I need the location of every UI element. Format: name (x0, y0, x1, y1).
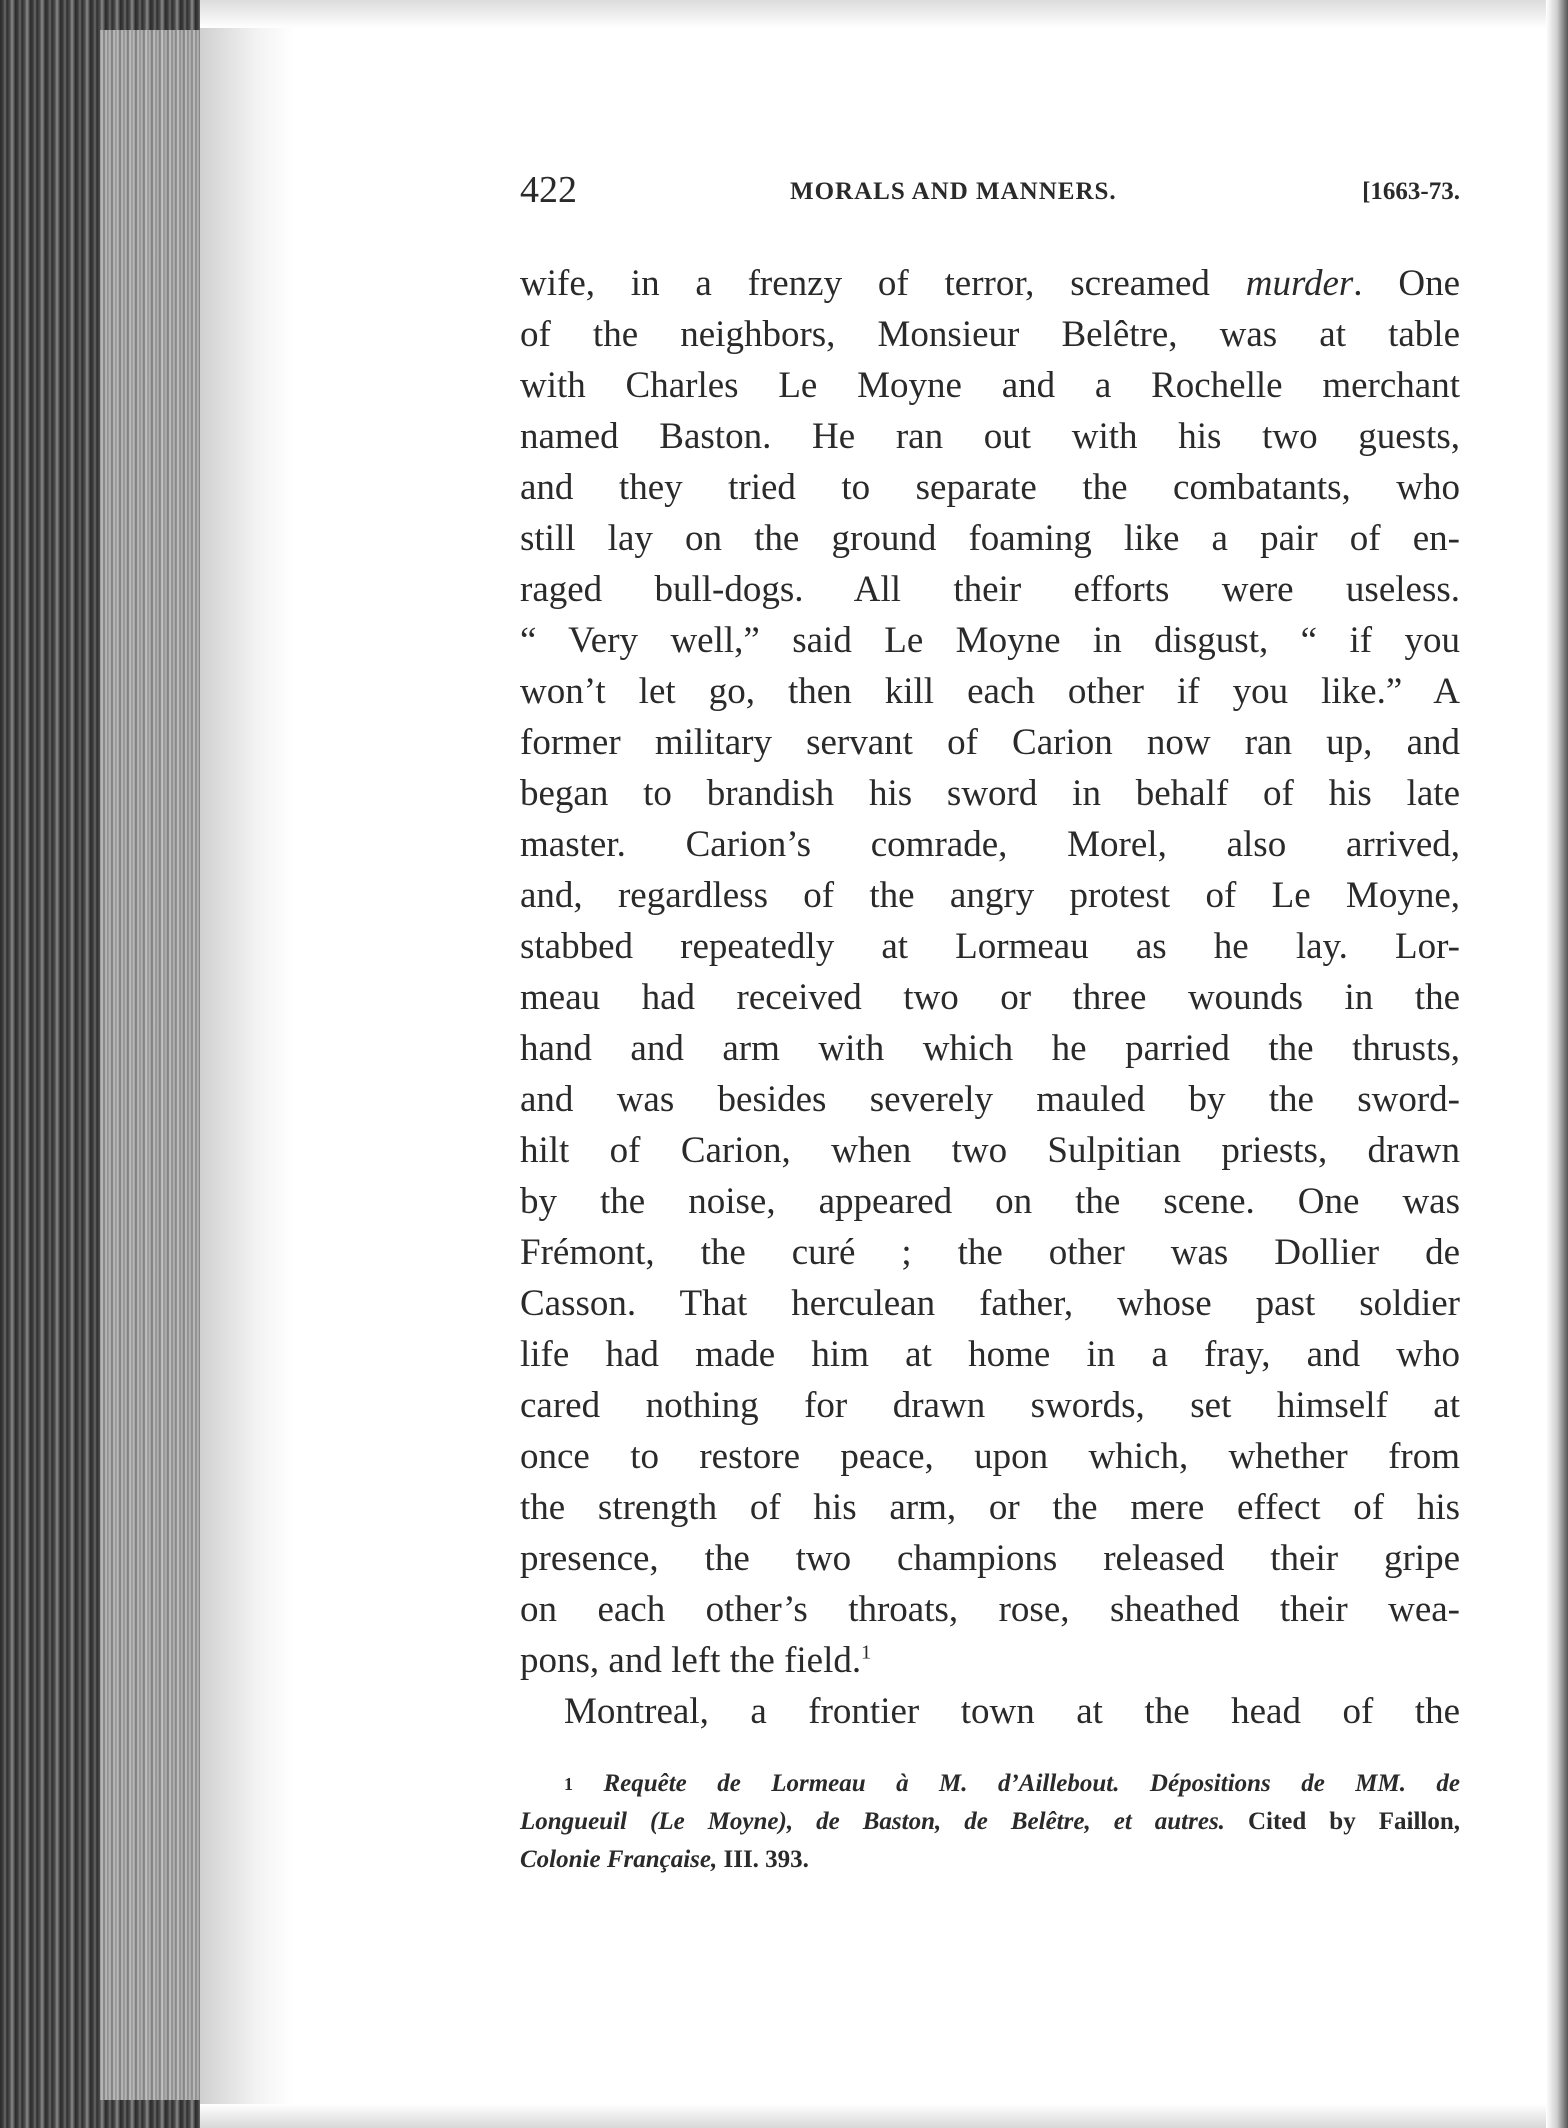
text-line: and was besides severely mauled by the sword- (520, 1079, 1460, 1120)
text-line: and they tried to separate the combatants, who (520, 467, 1460, 508)
text-line: on each other’s throats, rose, sheathed their wea- (520, 1589, 1460, 1630)
text-line: won’t let go, then kill each other if you like.” A (520, 671, 1460, 712)
text-line: meau had received two or three wounds in the (520, 977, 1460, 1018)
footnote-line: Colonie Française, III. 393. (520, 1846, 809, 1873)
bottom-shadow (200, 2104, 1568, 2128)
text-line: “ Very well,” said Le Moyne in disgust, “ if you (520, 620, 1460, 661)
text-line: cared nothing for drawn swords, set himself at (520, 1385, 1460, 1426)
text-line: and, regardless of the angry protest of Le Moyne, (520, 875, 1460, 916)
page-content (520, 168, 1460, 1879)
text-line: presence, the two champions released their gripe (520, 1538, 1460, 1579)
text-line: still lay on the ground foaming like a pair of en- (520, 518, 1460, 559)
running-title: MORALS AND MANNERS. (790, 178, 1117, 205)
text-line: life had made him at home in a fray, and who (520, 1334, 1460, 1375)
text-line: Casson. That herculean father, whose past soldier (520, 1283, 1460, 1324)
book-edge (0, 0, 200, 2128)
text-line: by the noise, appeared on the scene. One was (520, 1181, 1460, 1222)
text-line: hand and arm with which he parried the thrusts, (520, 1028, 1460, 1069)
text-line: with Charles Le Moyne and a Rochelle merchant (520, 365, 1460, 406)
footnote-line: Longueuil (Le Moyne), de Baston, de Belêtre, et autres. Cited by Faillon, (520, 1808, 1460, 1835)
text-line: master. Carion’s comrade, Morel, also arrived, (520, 824, 1460, 865)
text-line: began to brandish his sword in behalf of his late (520, 773, 1460, 814)
text-line: Montreal, a frontier town at the head of the (564, 1691, 1460, 1732)
top-shadow (200, 0, 1568, 28)
running-head (520, 168, 1460, 218)
footnote-line: $^1$ Requête de Lormeau à M. d’Aillebout. Dépositions de MM. de (564, 1770, 1460, 1797)
text-line: of the neighbors, Monsieur Belêtre, was at table (520, 314, 1460, 355)
text-line: pons, and left the field.$^1$ (520, 1640, 872, 1681)
text-line: named Baston. He ran out with his two guests, (520, 416, 1460, 457)
text-line: stabbed repeatedly at Lormeau as he lay. Lor- (520, 926, 1460, 967)
text-line: wife, in a frenzy of terror, screamed murder. One (520, 263, 1460, 304)
right-edge (1546, 0, 1568, 2128)
page-number: 422 (520, 169, 577, 211)
text-line: the strength of his arm, or the mere effect of his (520, 1487, 1460, 1528)
text-line: raged bull-dogs. All their efforts were useless. (520, 569, 1460, 610)
footnote-reference[interactable]: 1 (861, 1641, 872, 1664)
footnote (520, 1765, 1460, 1879)
text-line: hilt of Carion, when two Sulpitian priests, drawn (520, 1130, 1460, 1171)
running-dates: [1663-73. (1362, 178, 1460, 205)
gutter-shadow (200, 0, 295, 2128)
text-line: former military servant of Carion now ran up, and (520, 722, 1460, 763)
body-text (520, 258, 1460, 1737)
footnote-marker: 1 (564, 1774, 573, 1794)
text-line: Frémont, the curé ; the other was Dollier de (520, 1232, 1460, 1273)
text-line: once to restore peace, upon which, whether from (520, 1436, 1460, 1477)
